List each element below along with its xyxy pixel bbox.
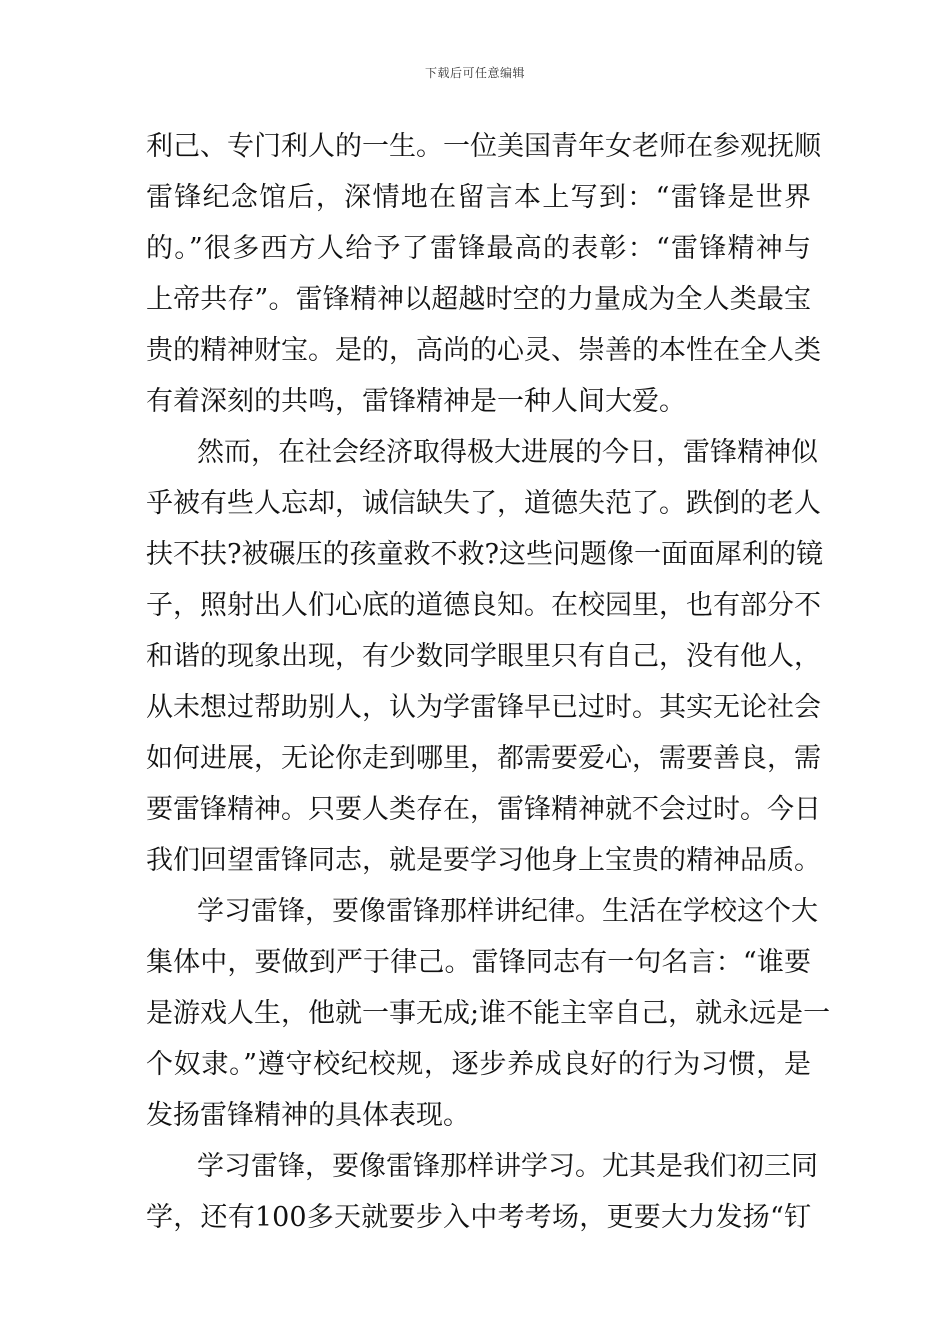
text-line: 上帝共存”。雷锋精神以超越时空的力量成为全人类最宝: [146, 284, 811, 315]
text-line: 和谐的现象出现，有少数同学眼里只有自己，没有他人，: [146, 641, 821, 672]
text-line: 如何进展，无论你走到哪里，都需要爱心，需要善良，需: [146, 743, 821, 774]
text-line: 集体中，要做到严于律己。雷锋同志有一句名言：“谁要: [146, 947, 811, 978]
text-line: 乎被有些人忘却，诚信缺失了，道德失范了。跌倒的老人: [146, 488, 821, 519]
text-line: 学习雷锋，要像雷锋那样讲学习。尤其是我们初三同: [197, 1151, 818, 1182]
document-body: [146, 128, 831, 1250]
text-line: 利己、专门利人的一生。一位美国青年女老师在参观抚顺: [146, 131, 821, 162]
text-line: 的。”很多西方人给予了雷锋最高的表彰：“雷锋精神与: [146, 233, 811, 264]
text-line: 发扬雷锋精神的具体表现。: [146, 1100, 470, 1131]
page-header: 下载后可任意编辑: [424, 66, 525, 80]
text-line: 学习雷锋，要像雷锋那样讲纪律。生活在学校这个大: [197, 896, 818, 927]
text-line: 是游戏人生，他就一事无成;谁不能主宰自己，就永远是一: [146, 998, 831, 1029]
text-line: 雷锋纪念馆后，深情地在留言本上写到：“雷锋是世界: [146, 182, 811, 213]
text-line: 有着深刻的共鸣，雷锋精神是一种人间大爱。: [146, 386, 686, 417]
text-line: 然而，在社会经济取得极大进展的今日，雷锋精神似: [197, 437, 818, 468]
text-line: 个奴隶。”遵守校纪校规，逐步养成良好的行为习惯，是: [146, 1049, 811, 1080]
text-line: 子，照射出人们心底的道德良知。在校园里，也有部分不: [146, 590, 821, 621]
text-line: 我们回望雷锋同志，就是要学习他身上宝贵的精神品质。: [146, 845, 821, 876]
text-line: 学，还有100多天就要步入中考考场，更要大力发扬“钉: [146, 1202, 811, 1233]
text-line: 要雷锋精神。只要人类存在，雷锋精神就不会过时。今日: [146, 794, 821, 825]
text-line: 从未想过帮助别人，认为学雷锋早已过时。其实无论社会: [146, 692, 821, 723]
text-line: 扶不扶?被碾压的孩童救不救?这些问题像一面面犀利的镜: [146, 539, 823, 570]
text-line: 贵的精神财宝。是的，高尚的心灵、崇善的本性在全人类: [146, 335, 821, 366]
